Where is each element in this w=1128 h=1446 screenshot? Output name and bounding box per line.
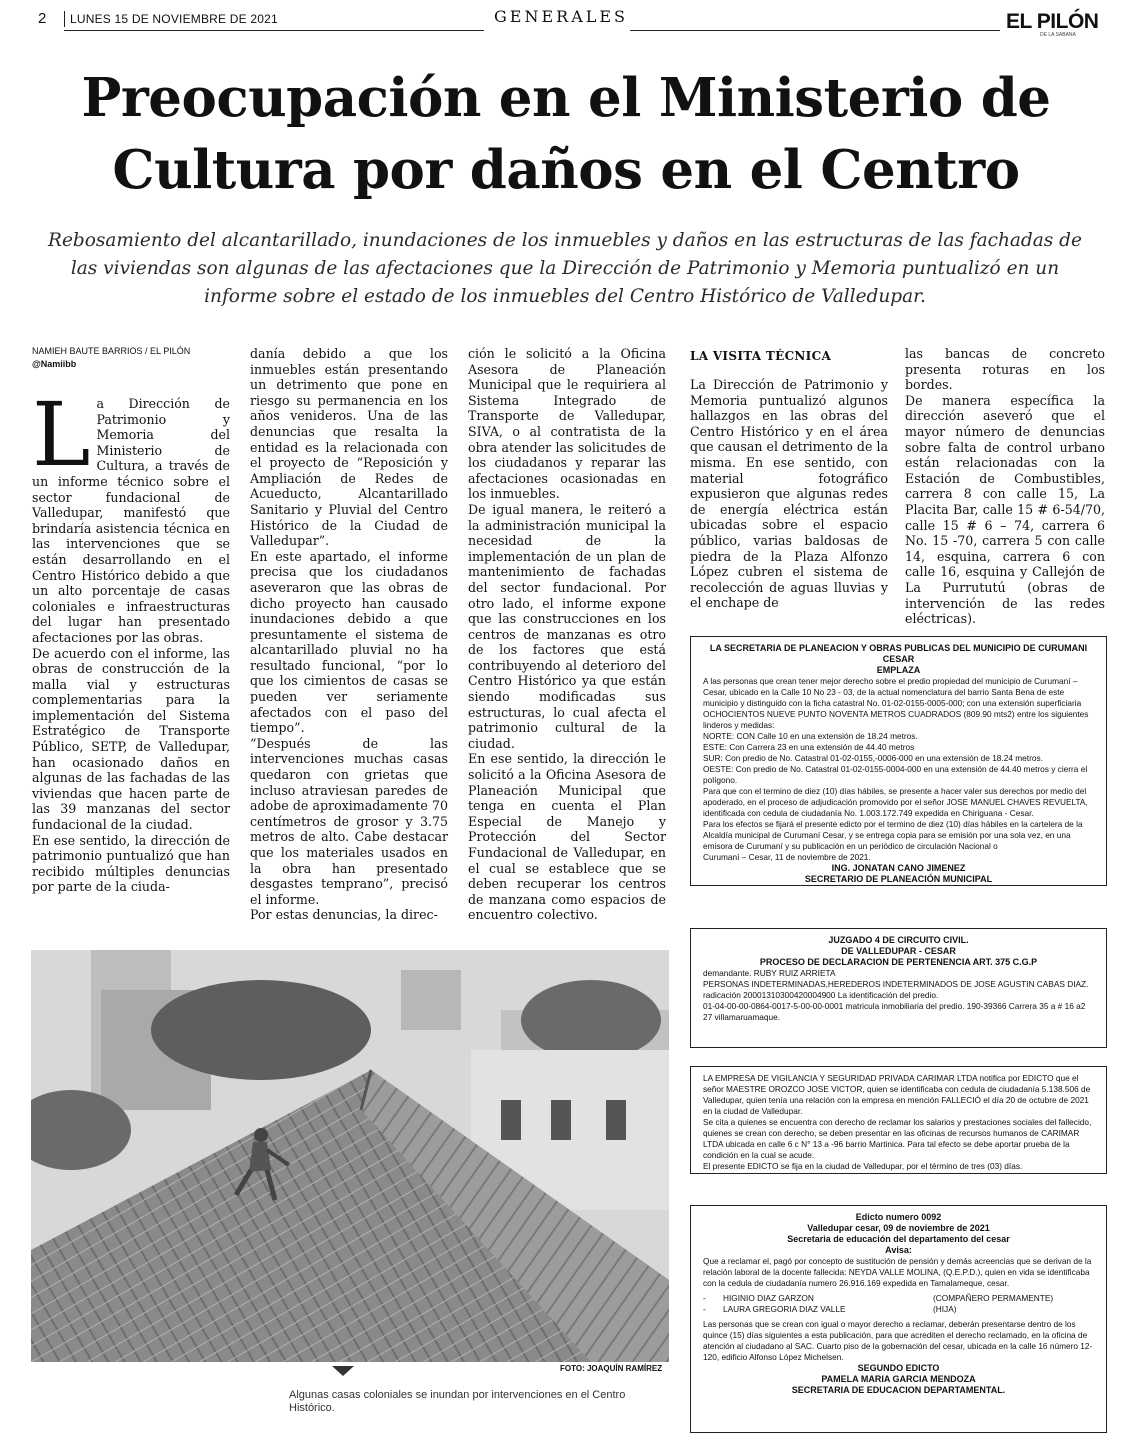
notice-text: ESTE: Con Carrera 23 en una extensión de 44.40 metros (703, 742, 915, 752)
legal-notice-edicto (690, 1205, 1107, 1433)
notice-title: Valledupar cesar, 09 de noviembre de 2021 (807, 1223, 990, 1233)
paragraph: De manera específica la dirección aseveró que el mayor número de denuncias sobre falta de control urbano están relacionadas con la Estación de Combustibles, carrera 8 con calle 15, La Placita Bar, calle 15 # 6-54/70, calle 15 # 6 – 74, carrera 6 No. 15 -70, carrera 5 con calle 14, esquina, carrera 6 con calle 16, esquina y Callejón de La Purrututú (obras de intervención de las redes eléctricas). (905, 392, 1105, 627)
newspaper-logo: EL PILÓN (1006, 10, 1099, 33)
newspaper-logo-sub: DE LA SABANA (1040, 32, 1076, 38)
notice-text: Curumaní – Cesar, 11 de noviembre de 2021. (703, 852, 871, 862)
article-column-3 (468, 346, 666, 923)
photo-credit: FOTO: JOAQUÍN RAMÍREZ (560, 1364, 663, 1373)
notice-signer-role: SECRETARIO DE PLANEACIÓN MUNICIPAL (804, 874, 993, 884)
notice-text: El presente EDICTO se fija en la ciudad de Valledupar, por el término de tres (03) días. (703, 1161, 1023, 1171)
article-column-2 (250, 346, 448, 923)
legal-notice-planeacion (690, 636, 1107, 886)
page-number: 2 (38, 10, 47, 27)
paragraph: La Dirección de Patrimonio y Memoria puntualizó algunos hallazgos en las obras del Centro Histórico y en el área que causan el detrimento de la misma. En ese sentido, con material fotográfico expusieron que algunas redes de energía eléctrica están ubicadas sobre el espacio público, varias baldosas de piedra de la Plaza Alfonzo López cubren el sistema de recolección de aguas lluvias y el enchape de (690, 377, 888, 611)
notice-footer: SEGUNDO EDICTO (857, 1363, 940, 1373)
article-column-1 (32, 383, 230, 895)
notice-text: Para que con el termino de diez (10) días hábiles, se presente a hacer valer sus derechos por medio del apoderado, en el proceso de adjudicación promovido por el señor JOSE MANUEL CHAVES REVUELTA, identificada con cedula de ciudadanía No. 1.003.172.749 expedida en Chiriguana - Cesar. (703, 786, 1088, 818)
notice-text: Se cita a quienes se encuentra con derecho de reclamar los salarios y prestaciones sociales del fallecido, quienes se crean con derecho, se deben presentar en las oficinas de recursos humanos de CARIMAR LTDA ubicada en calle 6 c N° 13 a -96 barrio Martinica. Para tal efecto se debe aportar prueba de la condición en la cual se acude. (703, 1117, 1092, 1160)
paragraph: En ese sentido, la dirección de patrimonio puntualizó que han recibido múltiples denuncias por parte de la ciuda- (32, 832, 230, 895)
paragraph: Por estas denuncias, la direc- (250, 907, 438, 923)
notice-footer: SECRETARIA DE EDUCACION DEPARTAMENTAL. (791, 1385, 1006, 1395)
notice-subtitle: EMPLAZA (876, 665, 921, 675)
photo-illustration (31, 950, 669, 1362)
notice-signer: ING. JONATAN CANO JIMENEZ (831, 863, 966, 873)
paragraph: En este apartado, el informe precisa que los ciudadanos aseveraron que las obras de dicho proyecto han causado inundaciones debido a que presuntamente el sistema de alcantarillado pluvial no ha resultado funcional, “por lo que los cimientos de casas se pueden ver seriamente afectados con el paso del tiempo”. (250, 548, 448, 736)
legal-notice-carimar (690, 1066, 1107, 1174)
notice-text: demandante. RUBY RUIZ ARRIETA (703, 968, 836, 978)
notice-text: LA EMPRESA DE VIGILANCIA Y SEGURIDAD PRIVADA CARIMAR LTDA notifica por EDICTO que el señor MAESTRE OROZCO JOSE VICTOR, quien se identificaba con cedula de ciudadanía 5.138.506 de Valledupar, quien tenía una relación con la empresa en mención FALLECIÓ el día 20 de octubre de 2021 en la ciudad de Valledupar. (703, 1073, 1091, 1116)
header-rule-left (64, 30, 484, 31)
notice-text: SUR: Con predio de No. Catastral 01-02-0155,-0006-000 en una extensión de 18.24 metros. (703, 753, 1043, 763)
paragraph: En ese sentido, la dirección le solicitó a la Oficina Asesora de Planeación Municipal que tenga en cuenta el Plan Especial de Manejo y Protección del Sector Fundacional de Valledupar, en el cual se establece que se deben recuperar los centros de manzana como espacios de encuentro colectivo. (468, 751, 666, 923)
notice-title: Secretaria de educación del departamento del cesar (787, 1234, 1010, 1244)
heir-relation: (HIJA) (933, 1304, 957, 1314)
notice-text: NORTE: CON Calle 10 en una extensión de 18.24 metros. (703, 731, 918, 741)
notice-text: Que a reclamar el, pagó por concepto de sustitución de pensión y demás acreencias que se derivan de la relación laboral de la docente fallecida: NEYDA VALLE MOLINA, (Q.E.P.D.), quien en vida se identificaba con la cedula de ciudadanía numero 26.916.169 expedida en Tamalameque, cesar. (703, 1256, 1092, 1288)
notice-text: A las personas que crean tener mejor derecho sobre el predio propiedad del municipio de Curumaní – Cesar, ubicado en la Calle 10 No 23 - 03, de la actual nomenclatura del barrio Santa Bena de este municipio y distinguido con la ficha catastral No. 01-02-0155-0005-000; con una extensión superficiaria OCHOCIENTOS NUEVE PUNTO NOVENTA METROS CUADRADOS (809.90 mts2) entre los siguientes linderos y medidas: (703, 676, 1089, 730)
paragraph: De acuerdo con el informe, las obras de construcción de la malla vial y estructuras complementarias para la implementación del Sistema Estratégico de Transporte Público, SETP, de Valledupar, han ocasionado daños en algunas de las fachadas de las viviendas que hacen parte de las 39 manzanas del sector fundacional de la ciudad. (32, 645, 230, 833)
drop-cap: L (32, 383, 91, 486)
article-column-5 (905, 346, 1105, 627)
issue-date: LUNES 15 DE NOVIEMBRE DE 2021 (70, 12, 278, 26)
header-separator (64, 11, 65, 27)
heir-name: HIGINIO DIAZ GARZON (723, 1293, 814, 1303)
notice-title: LA SECRETARIA DE PLANEACION Y OBRAS PUBLICAS DEL MUNICIPIO DE CURUMANI CESAR (709, 643, 1088, 664)
notice-title: Avisa: (885, 1245, 912, 1255)
list-dash: - (703, 1304, 706, 1314)
notice-text: Para los efectos se fijará el presente edicto por el termino de diez (10) días hábiles en la cartelera de la Alcaldía municipal de Curumaní Cesar, y se entrega copia para se emisión por una sola vez, en una emisora de Curumaní y su publicación en un periódico de circulación Nacional o (703, 819, 1083, 851)
paragraph: a Dirección de Patrimonio y Memoria del Ministerio de Cultura, a través de un informe técnico sobre el sector fundacional de Valledupar, manifestó que brindaría asistencia técnica en las intervenciones que se están desarrollando en el Centro Histórico debido a que un alto porcentaje de casas coloniales e infraestructuras del lugar han presentado afectaciones por las obras. (32, 396, 230, 645)
notice-text: radicación 20001310300420004900 La identificación del predio. (703, 990, 939, 1000)
paragraph: las bancas de concreto presenta roturas en los bordes. (905, 346, 1105, 393)
notice-footer: PAMELA MARIA GARCIA MENDOZA (821, 1374, 976, 1384)
article-photo (31, 950, 669, 1362)
article-column-4 (690, 349, 888, 611)
notice-title: PROCESO DE DECLARACION DE PERTENENCIA ART. 375 C.G.P (759, 957, 1038, 967)
notice-text: Las personas que se crean con igual o mayor derecho a reclamar, deberán presentarse dentro de los quince (15) días siguientes a esta publicación, para que acrediten el derecho reclamado, en la oficina de atención al ciudadano al SAC. Cuarto piso de la gobernación del cesar, ubicada en la calle 16 número 12-120, edificio Alfonso López Michelsen. (703, 1319, 1093, 1362)
paragraph: ción le solicitó a la Oficina Asesora de Planeación Municipal que le requiriera al Sistema Integrado de Transporte de Valledupar, SIVA, o al contratista de la obra atender las solicitudes de los ciudadanos y reparar las afectaciones ocasionadas en los inmuebles. (468, 346, 666, 502)
section-name: GENERALES (494, 7, 629, 26)
article-deck: Rebosamiento del alcantarillado, inundaciones de los inmuebles y daños en las estructuras de las fachadas de las viviendas son algunas de las afectaciones que la Dirección de Patrimonio y Memoria puntualizó en un informe sobre el estado de los inmuebles del Centro Histórico de Valledupar. (48, 230, 1082, 307)
header-rule-right (630, 30, 1000, 31)
byline: NAMIEH BAUTE BARRIOS / EL PILÓN (32, 346, 191, 356)
heirs-list (703, 1293, 1094, 1315)
paragraph: danía debido a que los inmuebles están presentando un detrimento que pone en riesgo su permanencia en los años venideros. Una de las denuncias que resalta la entidad es la relacionada con el proyecto de “Reposición y Ampliación de Redes de Acueducto, Alcantarillado Sanitario y Pluvial del Centro Histórico de la Ciudad de Valledupar”. (250, 346, 448, 549)
notice-text: PERSONAS INDETERMINADAS,HEREDEROS INDETERMINADOS DE JOSE AGUSTIN CABAS DIAZ. (703, 979, 1089, 989)
notice-title: JUZGADO 4 DE CIRCUITO CIVIL. (828, 935, 969, 945)
paragraph: “Después de las intervenciones muchas casas quedaron con grietas que incluso atraviesan paredes de adobe de aproximadamente 70 centímetros de grosor y 3.75 metros de alto. Cabe destacar que los materiales usados en la obra han presentado desgastes temprano”, precisó el informe. (250, 735, 448, 907)
notice-title: Edicto numero 0092 (855, 1212, 942, 1222)
notice-text: OESTE: Con predio de No. Catastral 01-02-0155-0004-000 en una extensión de 44.40 metros y cierra el polígono. (703, 764, 1088, 785)
notice-title: DE VALLEDUPAR - CESAR (841, 946, 956, 956)
subheading: LA VISITA TÉCNICA (690, 349, 832, 363)
photo-caption: Algunas casas coloniales se inundan por intervenciones en el Centro Histórico. (289, 1389, 626, 1414)
article-headline: Preocupación en el Ministerio de Cultura por daños en el Centro (81, 67, 1051, 201)
paragraph: De igual manera, le reiteró a la administración municipal la necesidad de la implementación de un plan de mantenimiento de fachadas del sector fundacional. Por otro lado, el informe expone que las construcciones en los centros de manzanas es otro de los factores que está contribuyendo al deterioro del Centro Histórico ya que están siendo modificadas sus estructuras, lo cual afecta el patrimonio cultural de la ciudad. (468, 501, 666, 751)
notice-text: 01-04-00-00-0864-0017-5-00-00-0001 matricula inmobiliaria del predio. 190-39366 Carrera 35 a # 16 a2 27 villamaruamaque. (703, 1001, 1086, 1022)
heir-relation: (COMPAÑERO PERMAMENTE) (933, 1293, 1054, 1303)
legal-notice-juzgado (690, 928, 1107, 1048)
author-handle: @Namiibb (32, 359, 77, 369)
heir-name: LAURA GREGORIA DIAZ VALLE (723, 1304, 846, 1314)
caption-arrow-icon (332, 1366, 354, 1376)
list-dash: - (703, 1293, 706, 1303)
